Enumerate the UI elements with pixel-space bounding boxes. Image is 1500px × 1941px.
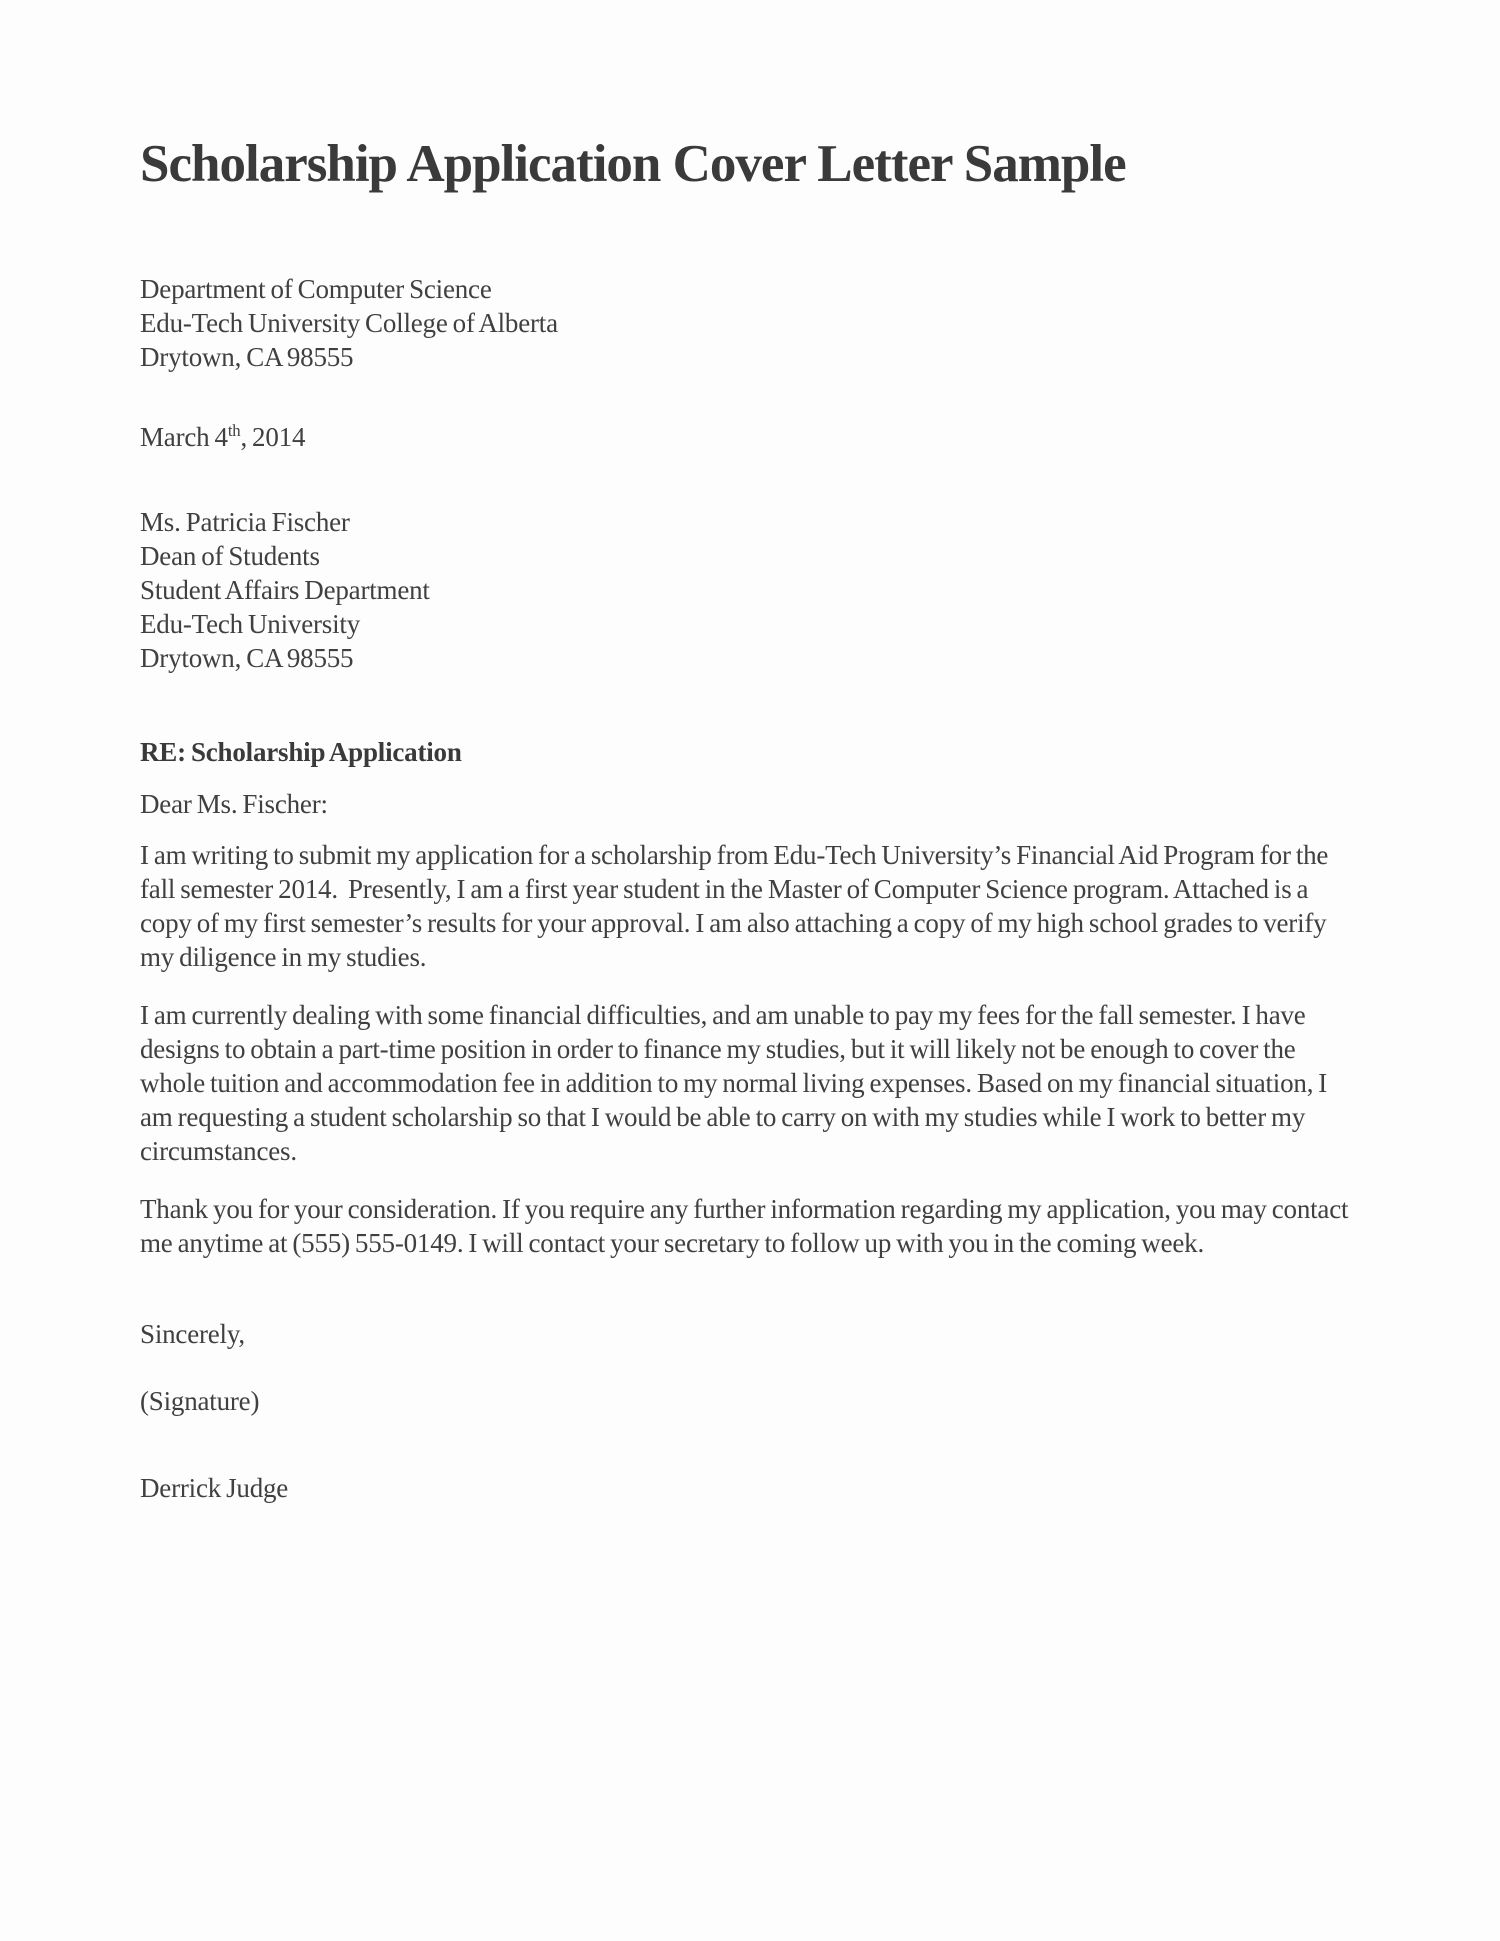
- signature-placeholder: (Signature): [140, 1386, 260, 1416]
- recipient-address-block: [140, 505, 1355, 675]
- recipient-address-line: Dean of Students: [140, 541, 320, 571]
- valediction: Sincerely,: [140, 1319, 245, 1349]
- recipient-address-line: Drytown, CA 98555: [140, 643, 354, 673]
- sender-address-block: [140, 272, 1355, 374]
- date-line: [140, 420, 1355, 454]
- recipient-address-line: Edu-Tech University: [140, 609, 360, 639]
- sender-address-line: Department of Computer Science: [140, 274, 492, 304]
- date-ordinal: th: [227, 421, 241, 440]
- sender-address-line: Edu-Tech University College of Alberta: [140, 308, 558, 338]
- signer-name: Derrick Judge: [140, 1473, 289, 1503]
- body-paragraph-2: I am currently dealing with some financial difficulties, and am unable to pay my fees for the fall semester. I have designs to obtain a part-time position in order to finance my studies, but it will likely not be enough to cover the whole tuition and accommodation fee in addition to my normal living expenses. Based on my financial situation, I am requesting a student scholarship so that I would be able to carry on with my studies while I work to better my circumstances.: [140, 1000, 1333, 1166]
- recipient-address-line: Ms. Patricia Fischer: [140, 507, 350, 537]
- document-heading: Scholarship Application Cover Letter Sample: [140, 135, 1126, 193]
- body-paragraph-3: Thank you for your consideration. If you require any further information regarding my application, you may contact me anytime at (555) 555-0149. I will contact your secretary to follow up with you in the coming week.: [140, 1194, 1354, 1258]
- date-year-part: , 2014: [240, 422, 306, 452]
- salutation: Dear Ms. Fischer:: [140, 789, 328, 819]
- subject-line: RE: Scholarship Application: [140, 737, 462, 767]
- body-paragraph-1: I am writing to submit my application for a scholarship from Edu-Tech University’s Financial Aid Program for the fall semester 2014. Presently, I am a first year student in the Master of Computer Science program. Attached is a copy of my first semester’s results for your approval. I am also attaching a copy of my high school grades to verify my diligence in my studies.: [140, 840, 1334, 972]
- sender-address-line: Drytown, CA 98555: [140, 342, 354, 372]
- recipient-address-line: Student Affairs Department: [140, 575, 430, 605]
- date-day-part: March 4: [140, 422, 228, 452]
